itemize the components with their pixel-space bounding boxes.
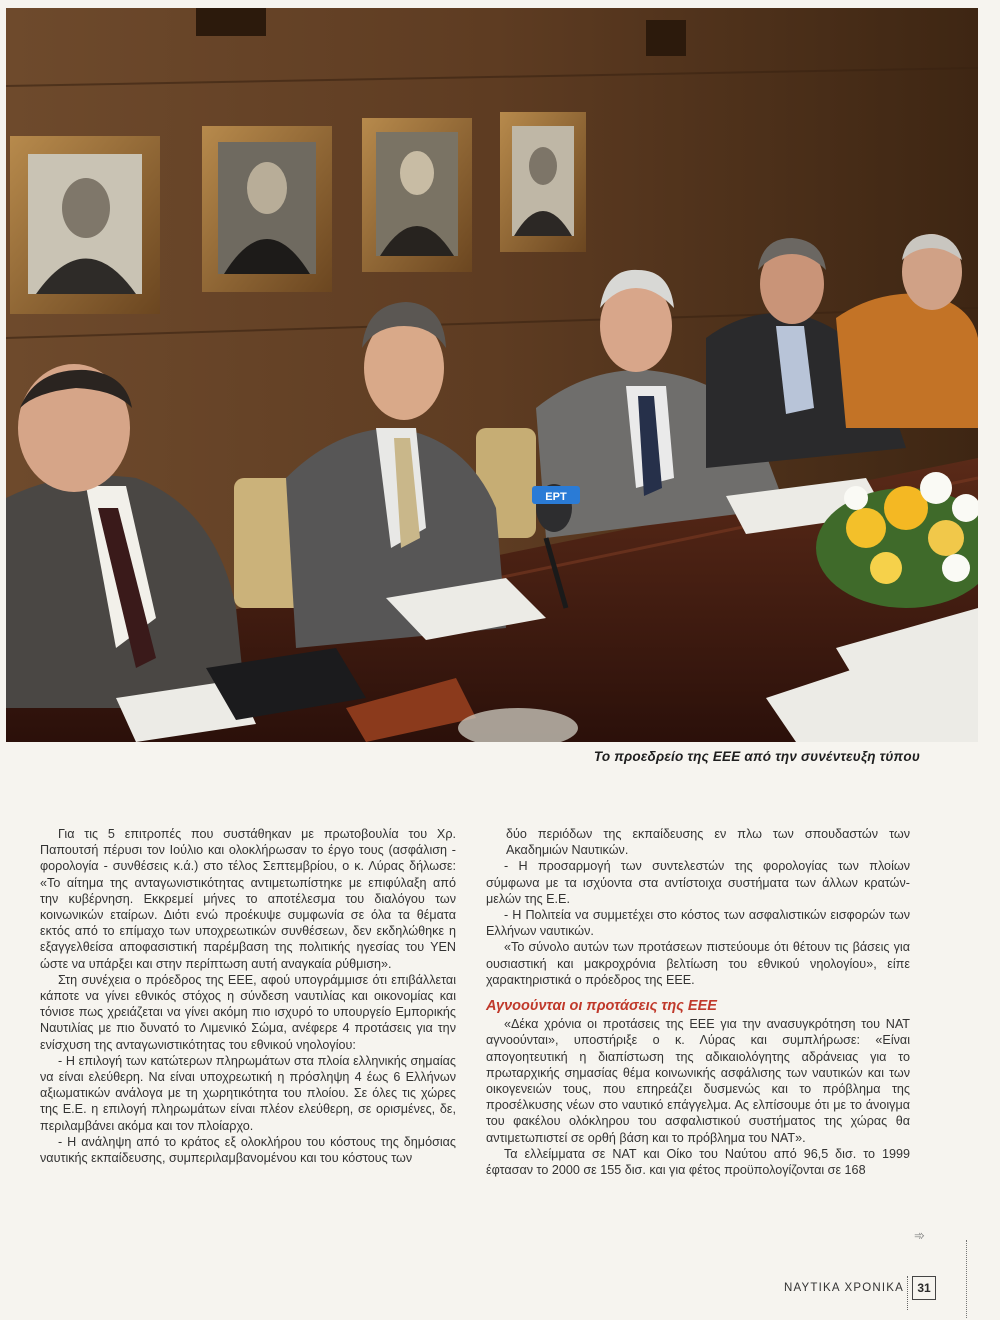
photo-caption: Το προεδρείο της ΕΕΕ από την συνέντευξη τύπου xyxy=(593,749,920,764)
paragraph: - Η επιλογή των κατώτερων πληρωμάτων στα πλοία ελληνικής σημαίας να είναι ελεύθερη. Να είναι υποχρεωτική η πρόσληψη 4 έως 6 Ελλήνων αξιωματικών ανάλογα με τη χωρητικότητα του πλοίου. Σε όλες τις χώρες της Ε.Ε. η επιλογή πληρωμάτων είναι πλέον ελεύθερη, σε ορισμένες, δε, περιλαμβάνει ακόμα και τον πλοίαρχο. xyxy=(40,1053,456,1133)
portrait-frame xyxy=(10,136,160,314)
continue-arrow-icon: ➾ xyxy=(914,1228,925,1243)
paragraph: δύο περιόδων της εκπαίδευσης εν πλω των σπουδαστών των Ακαδημιών Ναυτικών. xyxy=(506,827,910,858)
section-heading: Αγνοούνται οι προτάσεις της ΕΕΕ xyxy=(486,998,717,1015)
paragraph: Τα ελλείμματα σε ΝΑΤ και Οίκο του Ναύτου από 96,5 δισ. το 1999 έφτασαν το 2000 σε 155 δισ. και για φέτος προϋπολογίζονται σε 168 xyxy=(486,1146,910,1178)
page-footer xyxy=(700,1276,940,1300)
article-left-column xyxy=(40,826,456,1166)
paragraph: - Η Πολιτεία να συμμετέχει στο κόστος των ασφαλιστικών εισφορών των Ελλήνων ναυτικών. xyxy=(486,908,910,939)
photo-illustration xyxy=(6,8,978,742)
article-right-column xyxy=(486,826,910,1178)
page-number: 31 xyxy=(912,1276,936,1300)
mic-label: ΕΡΤ xyxy=(545,491,567,503)
paragraph: «Δέκα χρόνια οι προτάσεις της ΕΕΕ για την ανασυγκρότηση του ΝΑΤ αγνοούνται», υποστήριξε ο κ. Λύρας και συμπλήρωσε: «Είναι απογοητευτική η διαπίστωση της αδικαιολόγητης αδράνειας για το πρωταρχικής σημασίας θέμα κοινωνικής ασφάλισης των ναυτικών και των οικογενειών τους, που επηρεάζει δυσμενώς και το πρόβλημα της προσέλκυσης νέων στο ναυτικό επάγγελμα. Ας ελπίσουμε ότι με το άνοιγμα του φακέλου ολόκληρου του ασφαλιστικού συστήματος της χώρας θα αντιμετωπιστεί σε ορθή βάση και το πρόβλημα του ΝΑΤ». xyxy=(486,1017,910,1145)
paragraph: Για τις 5 επιτροπές που συστάθηκαν με πρωτοβουλία του Χρ. Παπουτσή πέρυσι τον Ιούλιο και ολοκλήρωσαν το έργο τους (ασφάλιση - φορολογία - συνθέσεις κ.ά.) στο τέλος Σεπτεμβρίου, ο κ. Λύρας δήλωσε: «Το αίτημα της ανταγωνιστικότητας αντιμετωπίστηκε με επιφύλαξη από την κυβέρνηση. Εκκρεμεί μήνες το αποτέλεσμα του διαλόγου των κοινωνικών εταίρων. Διότι ενώ προέκυψε συμφωνία σε όλα τα θέματα εκτός από το επίμαχο των υποχρεωτικών συνθέσεων, δεν εκδηλώθηκε η εξαγγελθείσα αποφασιστική παρέμβαση της πολιτικής ηγεσίας του ΥΕΝ ώστε να υπάρξει και στην περίπτωση αυτή αναγκαία ρύθμιση». xyxy=(40,827,456,971)
paragraph: - Η προσαρμογή των συντελεστών της φορολογίας των πλοίων σύμφωνα με τα ισχύοντα στα αντίστοιχα συστήματα των άλλων κρατών-μελών της Ε.Ε. xyxy=(486,859,910,906)
press-conference-photo xyxy=(6,8,978,742)
portrait-frame xyxy=(500,112,586,252)
paragraph: - Η ανάληψη από το κράτος εξ ολοκλήρου του κόστους της δημόσιας ναυτικής εκπαίδευσης, συμπεριλαμβανομένου και του κόστους των xyxy=(40,1134,456,1166)
portrait-frame xyxy=(202,126,332,292)
footer-divider xyxy=(907,1276,908,1310)
portrait-frame xyxy=(362,118,472,272)
paragraph: «Το σύνολο αυτών των προτάσεων πιστεύουμε ότι θέτουν τις βάσεις για ουσιαστική και μακροχρόνια βελτίωση του εθνικού νηολογίου», είπε χαρακτηριστικά ο πρόεδρος της ΕΕΕ. xyxy=(486,940,910,987)
paragraph: Στη συνέχεια ο πρόεδρος της ΕΕΕ, αφού υπογράμμισε ότι επιβάλλεται κάποτε να γίνει εθνικός στόχος η σύνδεση ναυτιλίας και οικονομίας και τόνισε πως χρειάζεται να γίνει ακόμη πιο ισχυρό το υπουργείο Εμπορικής Ναυτιλίας με πιο δυνατό το Λιμενικό Σώμα, ανέφερε 4 προτάσεις για την ενίσχυση της ανταγωνιστικότητας του εθνικού νηολογίου: xyxy=(40,972,456,1052)
page-edge-rule xyxy=(966,1240,967,1318)
magazine-name: ΝΑΥΤΙΚΑ ΧΡΟΝΙΚΑ xyxy=(783,1282,904,1294)
